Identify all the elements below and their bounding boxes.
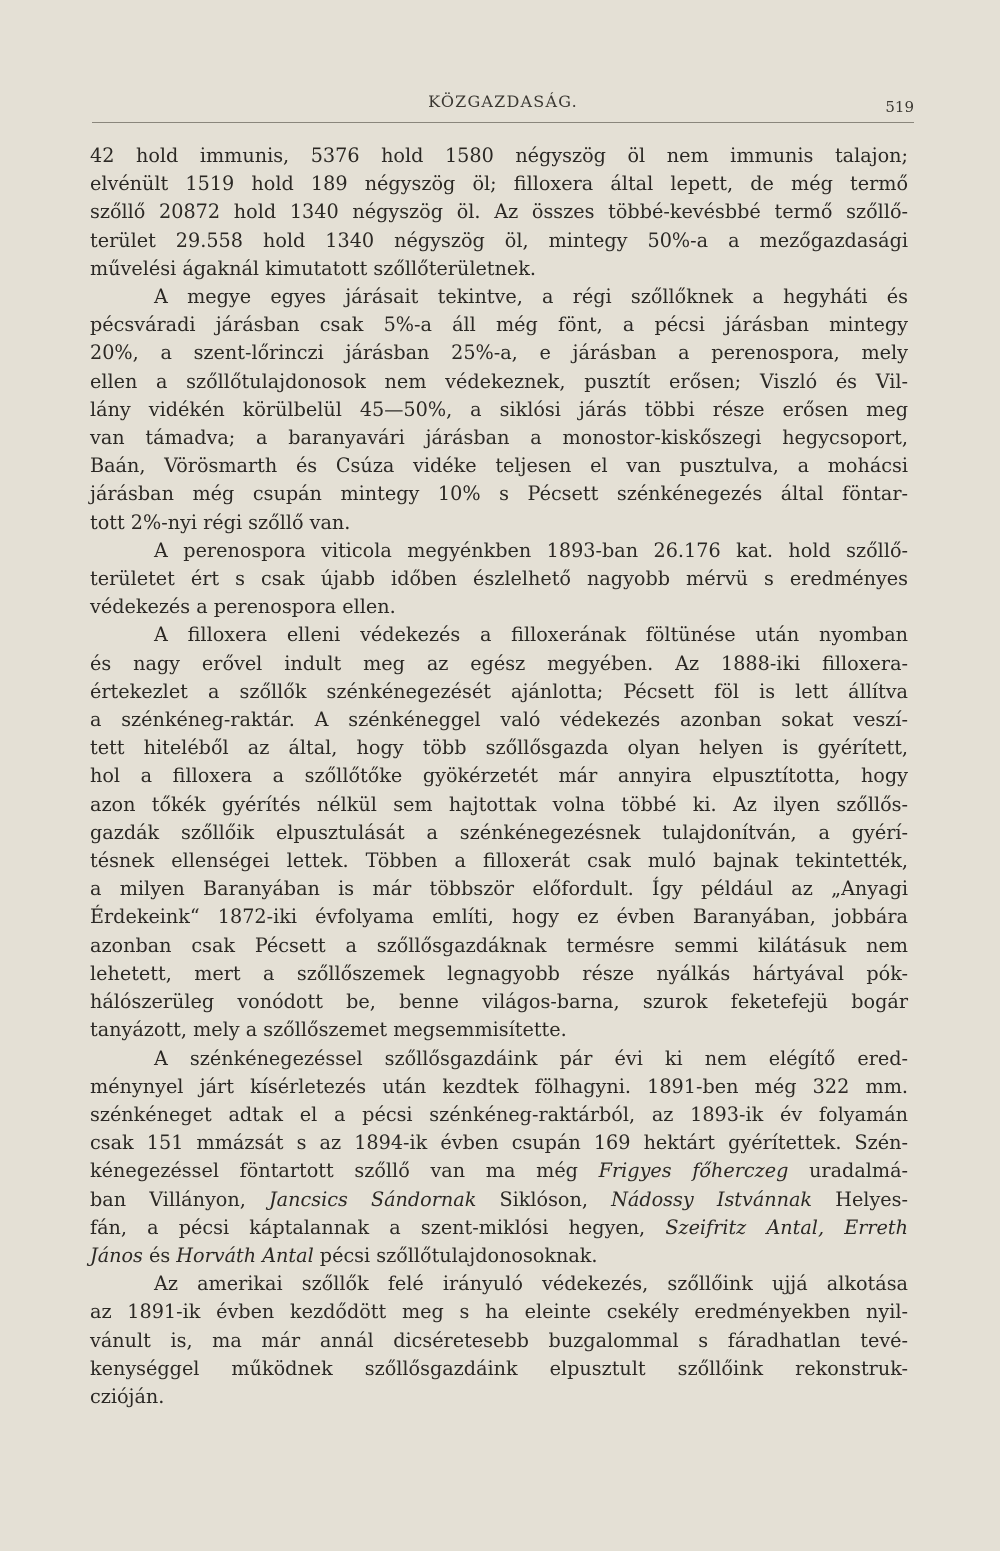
text-line: azon tőkék gyérítés nélkül sem hajtottak volna többé ki. Az ilyen szőllős- bbox=[90, 792, 908, 816]
text-line: hálószerüleg vonódott be, benne világos-barna, szurok feketefejü bogár bbox=[90, 990, 908, 1014]
text-line: terület 29.558 hold 1340 négyszög öl, mintegy 50%-a a mezőgazdasági bbox=[90, 228, 908, 252]
text-line: gazdák szőllőik elpusztulását a szénkénegezésnek tulajdonítván, a gyérí- bbox=[90, 820, 908, 844]
text-line: 42 hold immunis, 5376 hold 1580 négyszög öl nem immunis talajon; bbox=[90, 144, 908, 167]
text-line: hol a filloxera a szőllőtőke gyökérzetét már annyira elpusztította, hogy bbox=[90, 764, 908, 788]
text-run: és bbox=[142, 1243, 177, 1267]
italic-name: János bbox=[90, 1243, 143, 1267]
text-line: czióján. bbox=[90, 1384, 165, 1408]
text-line: van támadva; a baranyavári járásban a monostor-kiskőszegi hegycsoport, bbox=[90, 426, 908, 450]
text-line: lehetett, mert a szőllőszemek legnagyobb része nyálkás hártyával pók- bbox=[90, 961, 908, 985]
text-line: tésnek ellenségei lettek. Többen a filloxerát csak muló bajnak tekintették, bbox=[90, 849, 908, 873]
text-line-with-names bbox=[90, 1214, 908, 1242]
text-line: Baán, Vörösmarth és Csúza vidéke teljesen el van pusztulva, a mohácsi bbox=[90, 454, 908, 478]
text-line: lány vidékén körülbelül 45—50%, a siklósi járás többi része erősen meg bbox=[90, 397, 908, 421]
text-run: kénegezéssel föntartott szőllő van ma még bbox=[90, 1159, 599, 1183]
text-line: szénkéneget adtak el a pécsi szénkéneg-raktárból, az 1893-ik év folyamán bbox=[90, 1102, 908, 1126]
text-line: azonban csak Pécsett a szőllősgazdáknak termésre semmi kilátásuk nem bbox=[90, 933, 908, 957]
page-number: 519 bbox=[885, 98, 914, 116]
text-run: pécsi szőllőtulajdonosoknak. bbox=[313, 1243, 598, 1267]
text-run: ban Villányon, bbox=[90, 1187, 269, 1211]
italic-name: Erreth bbox=[844, 1215, 908, 1239]
text-line: A filloxera elleni védekezés a filloxerának föltünése után nyomban bbox=[154, 623, 908, 647]
italic-name: Jancsics Sándornak bbox=[268, 1187, 477, 1211]
italic-name: Frigyes főherczeg bbox=[598, 1159, 789, 1183]
text-line: Az amerikai szőllők felé irányuló védekezés, szőllőink ujjá alkotása bbox=[154, 1272, 908, 1296]
text-line: tett hiteléből az által, hogy több szőllősgazda olyan helyen is gyérített, bbox=[90, 736, 908, 760]
text-line: Érdekeink“ 1872-iki évfolyama említi, hogy ez évben Baranyában, jobbára bbox=[90, 905, 908, 929]
text-line: járásban még csupán mintegy 10% s Pécsett szénkénegezés által föntar- bbox=[90, 482, 908, 506]
text-line-with-names bbox=[90, 1157, 908, 1185]
text-line: művelési ágaknál kimutatott szőllőterületnek. bbox=[90, 256, 536, 280]
text-line-with-names bbox=[90, 1242, 908, 1270]
text-line: kenységgel működnek szőllősgazdáink elpusztult szőllőink rekonstruk- bbox=[90, 1356, 908, 1380]
text-line: A megye egyes járásait tekintve, a régi szőllőknek a hegyháti és bbox=[154, 285, 908, 309]
italic-name: Szeifritz Antal, bbox=[665, 1215, 825, 1239]
text-run: uradalmá- bbox=[788, 1159, 909, 1183]
text-line: A perenospora viticola megyénkben 1893-ban 26.176 kat. hold szőllő- bbox=[154, 538, 908, 562]
text-line: pécsváradi járásban csak 5%-a áll még fönt, a pécsi járásban mintegy bbox=[90, 313, 908, 337]
chapter-title: KÖZGAZDASÁG. bbox=[428, 92, 578, 111]
italic-name: Horváth Antal bbox=[176, 1243, 314, 1267]
text-line: szőllő 20872 hold 1340 négyszög öl. Az összes többé-kevésbbé termő szőllő- bbox=[90, 200, 908, 224]
text-line: elvénült 1519 hold 189 négyszög öl; filloxera által lepett, de még termő bbox=[90, 172, 908, 196]
text-line: ellen a szőllőtulajdonosok nem védekeznek, pusztít erősen; Viszló és Vil- bbox=[90, 369, 908, 393]
text-line: területet ért s csak újabb időben észlelhető nagyobb mérvü s eredményes bbox=[90, 567, 908, 591]
text-run: fán, a pécsi káptalannak a szent-miklósi hegyen, bbox=[90, 1215, 666, 1239]
body-text bbox=[90, 142, 908, 1411]
text-run: Helyes- bbox=[812, 1187, 908, 1211]
text-line: értekezlet a szőllők szénkénegezését ajánlotta; Pécsett föl is lett állítva bbox=[90, 679, 908, 703]
text-line: ménynyel járt kísérletezés után kezdtek fölhagyni. 1891-ben még 322 mm. bbox=[90, 1074, 908, 1098]
text-line: a szénkéneg-raktár. A szénkéneggel való védekezés azonban sokat veszí- bbox=[90, 708, 908, 732]
text-line-with-names bbox=[90, 1186, 908, 1214]
text-line: A szénkénegezéssel szőllősgazdáink pár évi ki nem elégítő ered- bbox=[154, 1046, 908, 1070]
text-run: Siklóson, bbox=[476, 1187, 612, 1211]
text-line: és nagy erővel indult meg az egész megyében. Az 1888-iki filloxera- bbox=[90, 651, 908, 675]
text-line: a milyen Baranyában is már többször előfordult. Így például az „Anyagi bbox=[90, 877, 908, 901]
text-line: 20%, a szent-lőrinczi járásban 25%-a, e járásban a perenospora, mely bbox=[90, 341, 908, 365]
header-rule bbox=[92, 122, 914, 123]
running-head bbox=[92, 92, 914, 122]
text-line: az 1891-ik évben kezdődött meg s ha eleinte csekély eredményekben nyil- bbox=[90, 1300, 908, 1324]
text-line: csak 151 mmázsát s az 1894-ik évben csupán 169 hektárt gyérítettek. Szén- bbox=[90, 1131, 908, 1155]
text-line: vánult is, ma már annál dicséretesebb buzgalommal s fáradhatlan tevé- bbox=[90, 1328, 908, 1352]
text-line: tott 2%-nyi régi szőllő van. bbox=[90, 510, 351, 534]
text-run bbox=[824, 1216, 844, 1239]
text-line: védekezés a perenospora ellen. bbox=[90, 595, 396, 619]
text-line: tanyázott, mely a szőllőszemet megsemmisítette. bbox=[90, 1018, 567, 1042]
italic-name: Nádossy Istvánnak bbox=[611, 1187, 813, 1211]
